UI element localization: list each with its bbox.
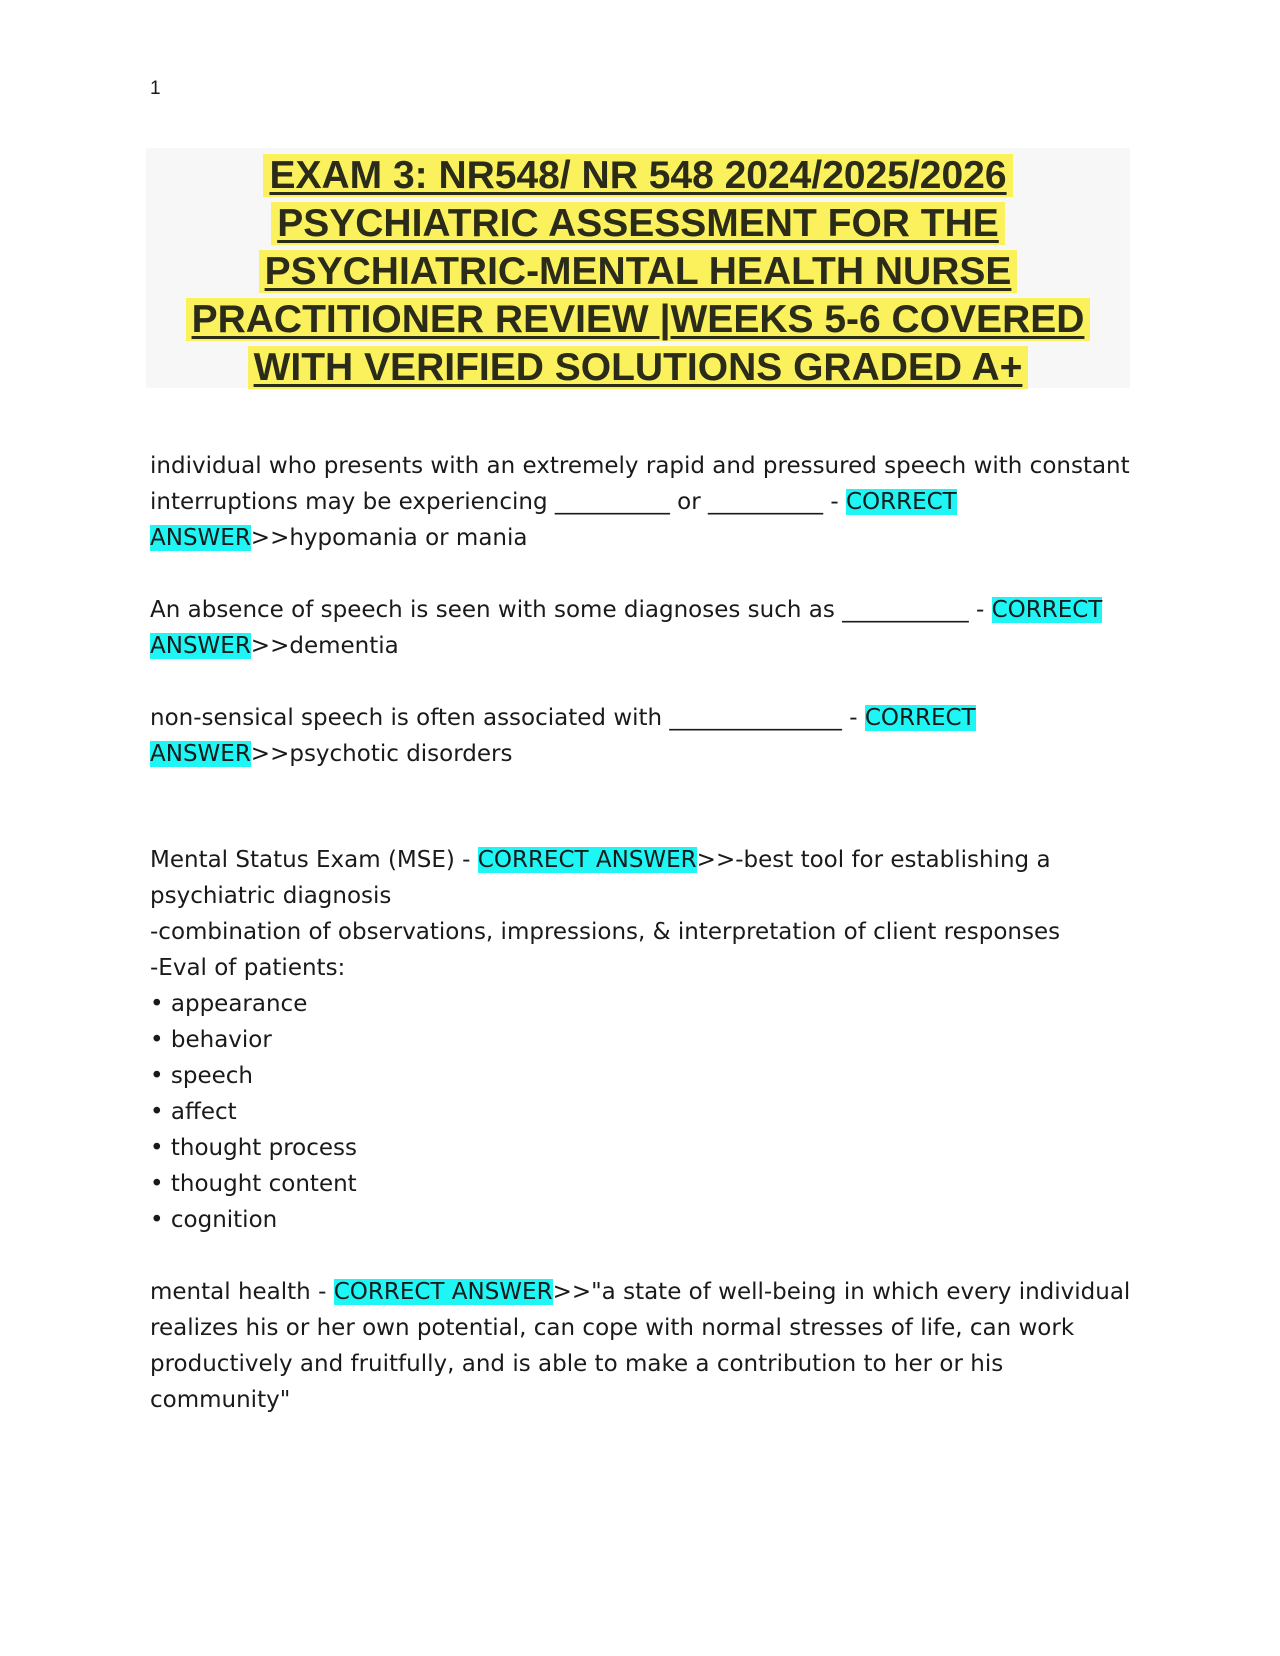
title-line: EXAM 3: NR548/ NR 548 2024/2025/2026	[263, 154, 1012, 197]
question-text: individual who presents with an extremely rapid and pressured speech with constant interruptions may be experiencing __________ or __________ -	[150, 453, 1130, 515]
bullet-item: • thought process	[150, 1135, 358, 1161]
bullet-item: • cognition	[150, 1207, 278, 1233]
detail-line: -Eval of patients:	[150, 955, 346, 981]
document-title	[146, 148, 1130, 388]
bullet-item: • speech	[150, 1063, 253, 1089]
question-text: Mental Status Exam (MSE) -	[150, 847, 478, 873]
qa-item	[150, 842, 1150, 1238]
detail-line: -combination of observations, impressions, & interpretation of client responses	[150, 919, 1061, 945]
qa-item	[150, 1274, 1150, 1418]
title-line: WITH VERIFIED SOLUTIONS GRADED A+	[248, 346, 1029, 389]
question-text: mental health -	[150, 1279, 334, 1305]
bullet-item: • thought content	[150, 1171, 357, 1197]
correct-answer-label: CORRECT ANSWER	[477, 847, 697, 873]
qa-item	[150, 592, 1150, 664]
title-line: PRACTITIONER REVIEW |WEEKS 5-6 COVERED	[186, 298, 1091, 341]
correct-answer-label: CORRECT ANSWER	[150, 705, 976, 767]
qa-item	[150, 700, 1150, 772]
question-text: non-sensical speech is often associated with _______________ -	[150, 705, 865, 731]
page-number: 1	[150, 78, 161, 99]
correct-answer-label: CORRECT ANSWER	[150, 489, 957, 551]
answer-text: >>"a state of well-being in which every individual realizes his or her own potential, can cope with normal stresses of life, can work productively and fruitfully, and is able to make a contribution to her or his community"	[150, 1279, 1131, 1413]
correct-answer-label: CORRECT ANSWER	[333, 1279, 553, 1305]
answer-text: >>hypomania or mania	[250, 525, 528, 551]
answer-text: >>psychotic disorders	[250, 741, 513, 767]
title-line: PSYCHIATRIC-MENTAL HEALTH NURSE	[259, 250, 1018, 293]
bullet-item: • behavior	[150, 1027, 272, 1053]
qa-content	[150, 448, 1150, 1418]
question-text: An absence of speech is seen with some diagnoses such as ___________ -	[150, 597, 992, 623]
answer-text: >>-best tool for establishing a psychiatric diagnosis	[150, 847, 1051, 909]
qa-item	[150, 448, 1150, 556]
title-line: PSYCHIATRIC ASSESSMENT FOR THE	[271, 202, 1005, 245]
correct-answer-label: CORRECT ANSWER	[150, 597, 1103, 659]
answer-text: >>dementia	[250, 633, 399, 659]
bullet-item: • appearance	[150, 991, 308, 1017]
bullet-item: • affect	[150, 1099, 237, 1125]
